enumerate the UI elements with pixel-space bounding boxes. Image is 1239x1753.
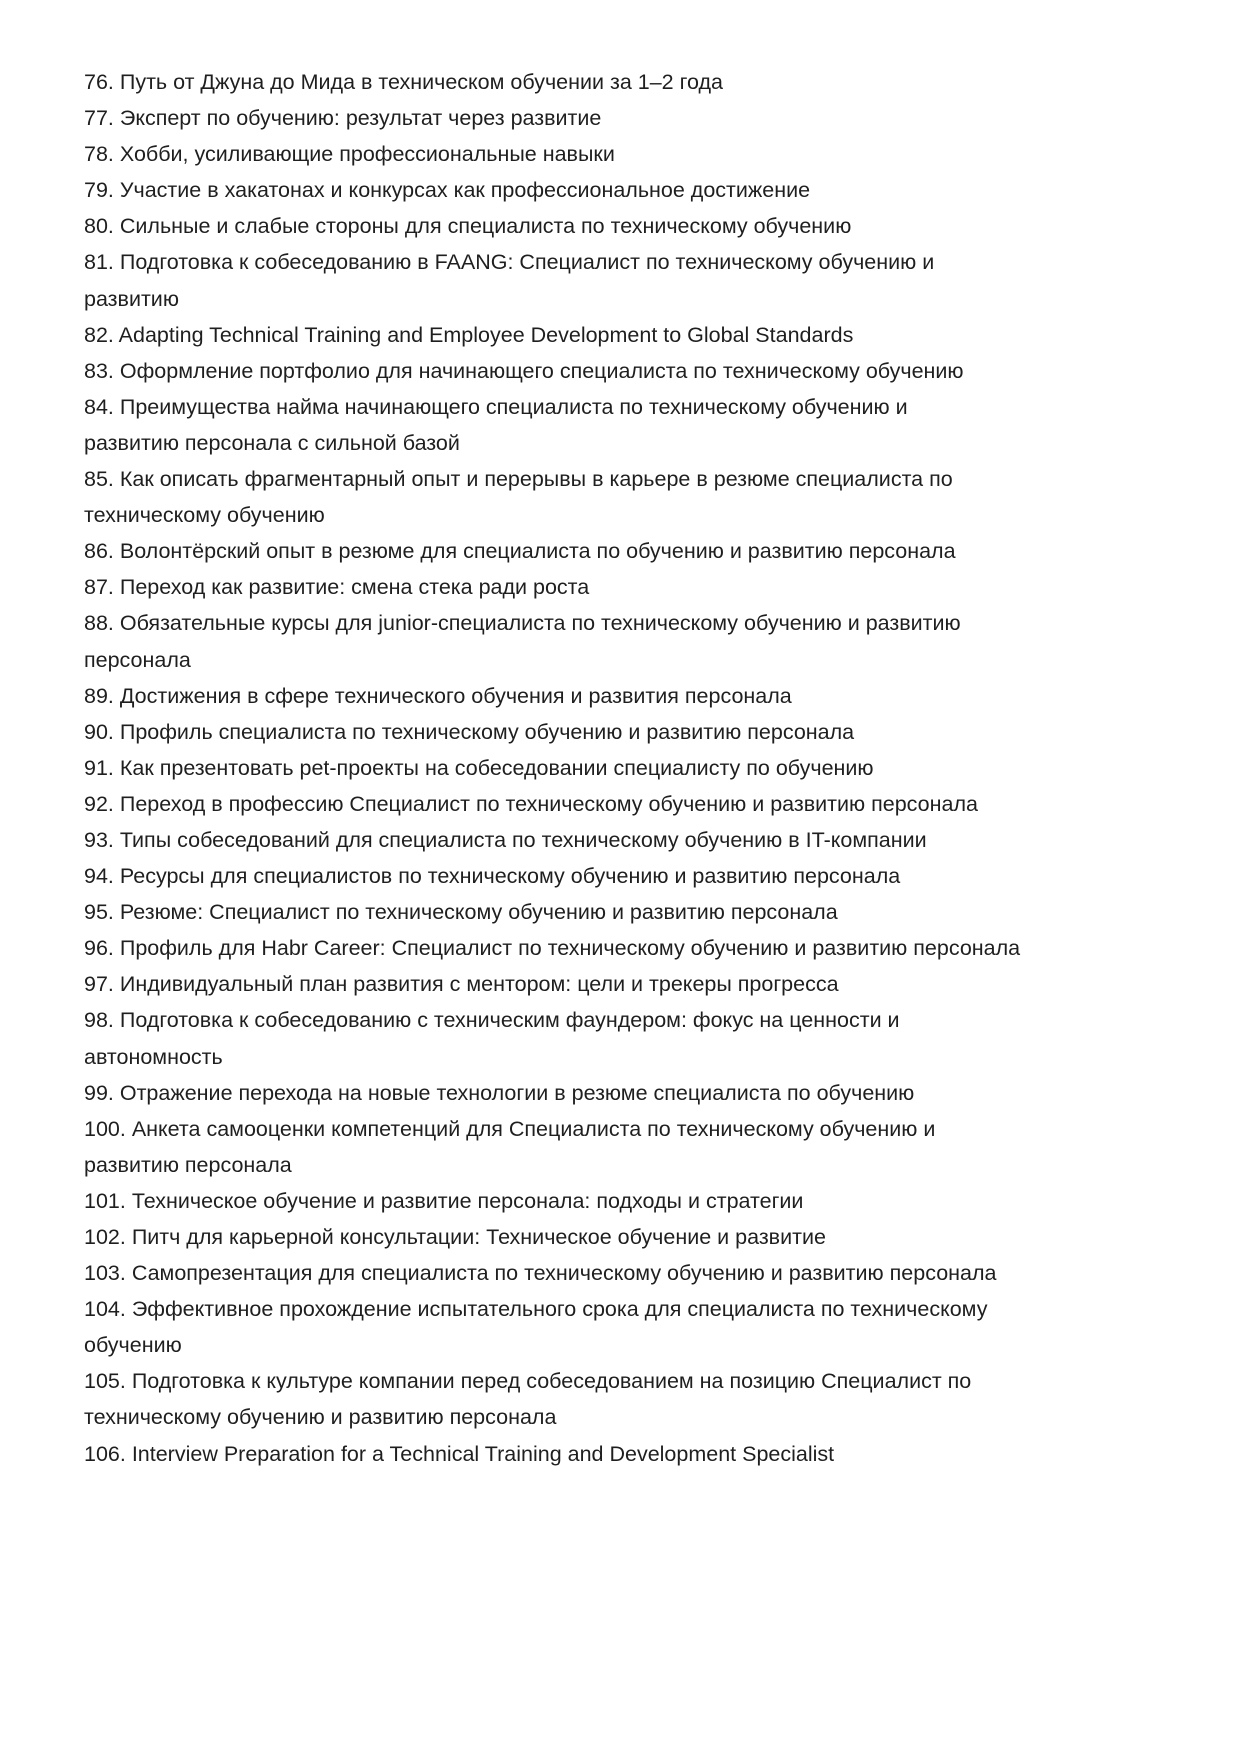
list-item — [84, 136, 1204, 172]
list-item-text: 87. Переход как развитие: смена стека ради роста — [84, 575, 590, 600]
list-item-text: 78. Хобби, усиливающие профессиональные навыки — [84, 142, 615, 167]
list-item-text: 99. Отражение перехода на новые технологии в резюме специалиста по обучению — [84, 1080, 915, 1105]
list-item-text: 106. Interview Preparation for a Technical Training and Development Specialist — [84, 1441, 835, 1466]
list-item-text: 92. Переход в профессию Специалист по техническому обучению и развитию персонала — [84, 791, 978, 816]
list-item — [84, 786, 1204, 822]
list-item — [84, 714, 1204, 750]
list-item — [84, 930, 1204, 966]
list-item — [84, 461, 1204, 533]
list-item — [84, 533, 1204, 569]
list-item — [84, 1363, 1204, 1435]
list-item-text: 101. Техническое обучение и развитие персонала: подходы и стратегии — [84, 1188, 804, 1213]
list-item — [84, 1255, 1204, 1291]
list-item-text: 90. Профиль специалиста по техническому обучению и развитию персонала — [84, 719, 855, 744]
list-item-text: 81. Подготовка к собеседованию в FAANG: Специалист по техническому обучению и — [84, 250, 935, 275]
list-item — [84, 858, 1204, 894]
article-list — [84, 64, 1204, 1472]
list-item — [84, 678, 1204, 714]
list-item-text: 89. Достижения в сфере технического обучения и развития персонала — [84, 683, 792, 708]
list-item-text: персонала — [84, 647, 191, 672]
list-item-text: 88. Обязательные курсы для junior-специалиста по техническому обучению и развитию — [84, 611, 961, 636]
list-item — [84, 569, 1204, 605]
list-item — [84, 172, 1204, 208]
list-item-text: 91. Как презентовать pet-проекты на собеседовании специалисту по обучению — [84, 755, 874, 780]
list-item-text: автономность — [84, 1044, 223, 1069]
list-item — [84, 353, 1204, 389]
list-item — [84, 750, 1204, 786]
list-item-text: 77. Эксперт по обучению: результат через развитие — [84, 106, 602, 131]
list-item-text: 93. Типы собеседований для специалиста по техническому обучению в IT-компании — [84, 827, 927, 852]
list-item — [84, 1219, 1204, 1255]
list-item — [84, 1436, 1204, 1472]
list-item-text: 98. Подготовка к собеседованию с техническим фаундером: фокус на ценности и — [84, 1008, 900, 1033]
list-item — [84, 894, 1204, 930]
list-item-text: развитию персонала с сильной базой — [84, 430, 460, 455]
list-item-text: развитию персонала — [84, 1152, 292, 1177]
list-item-text: 83. Оформление портфолио для начинающего специалиста по техническому обучению — [84, 358, 964, 383]
list-item — [84, 1183, 1204, 1219]
list-item — [84, 389, 1204, 461]
list-item-text: 85. Как описать фрагментарный опыт и перерывы в карьере в резюме специалиста по — [84, 467, 953, 492]
list-item-text: 102. Питч для карьерной консультации: Техническое обучение и развитие — [84, 1225, 826, 1249]
list-item — [84, 1075, 1204, 1111]
list-item — [84, 1291, 1204, 1363]
list-item-text: 84. Преимущества найма начинающего специалиста по техническому обучению и — [84, 394, 908, 419]
list-item-text: 104. Эффективное прохождение испытательного срока для специалиста по техническому — [84, 1297, 988, 1322]
list-item — [84, 822, 1204, 858]
list-item — [84, 64, 1204, 100]
list-item-text: 76. Путь от Джуна до Мида в техническом обучении за 1–2 года — [84, 70, 723, 94]
list-item-text: обучению — [84, 1333, 182, 1358]
list-item-text: 95. Резюме: Специалист по техническому обучению и развитию персонала — [84, 900, 838, 925]
list-item-text: 100. Анкета самооценки компетенций для Специалиста по техническому обучению и — [84, 1116, 936, 1141]
list-item-text: 103. Самопрезентация для специалиста по техническому обучению и развитию персонала — [84, 1261, 997, 1286]
list-item-text: 82. Adapting Technical Training and Employee Development to Global Standards — [84, 322, 854, 347]
list-item-text: развитию — [84, 286, 179, 311]
list-item-text: техническому обучению — [84, 503, 325, 528]
list-item — [84, 605, 1204, 677]
list-item-text: 97. Индивидуальный план развития с ментором: цели и трекеры прогресса — [84, 972, 839, 997]
list-item-text: 86. Волонтёрский опыт в резюме для специалиста по обучению и развитию персонала — [84, 539, 956, 564]
list-item — [84, 1002, 1204, 1074]
list-item — [84, 100, 1204, 136]
list-item-text: техническому обучению и развитию персонала — [84, 1405, 557, 1430]
list-item-text: 79. Участие в хакатонах и конкурсах как профессиональное достижение — [84, 178, 811, 203]
list-item-text: 80. Сильные и слабые стороны для специалиста по техническому обучению — [84, 214, 852, 239]
list-item-text: 105. Подготовка к культуре компании перед собеседованием на позицию Специалист по — [84, 1369, 972, 1394]
list-item — [84, 208, 1204, 244]
list-item — [84, 317, 1204, 353]
list-item — [84, 244, 1204, 316]
list-item-text: 94. Ресурсы для специалистов по техническому обучению и развитию персонала — [84, 864, 901, 889]
list-item — [84, 1111, 1204, 1183]
list-item-text: 96. Профиль для Habr Career: Специалист по техническому обучению и развитию персонала — [84, 936, 1021, 961]
list-item — [84, 966, 1204, 1002]
